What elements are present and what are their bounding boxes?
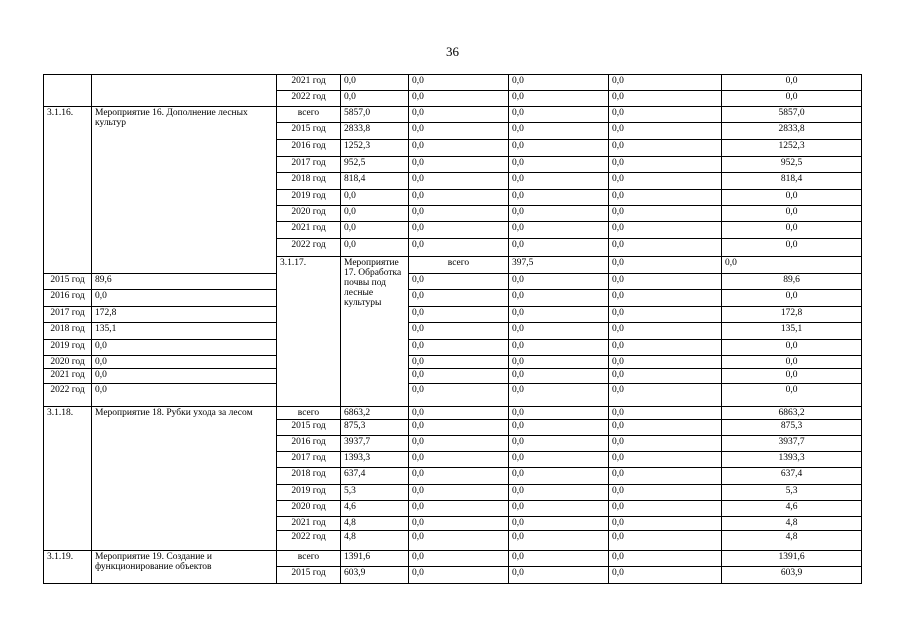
value-cell: 0,0 xyxy=(509,369,609,384)
year-cell: 2022 год xyxy=(277,91,341,107)
measure-name: Мероприятие 17. Обработка почвы под лесные культуры xyxy=(341,257,409,407)
value-total-cell: 0,0 xyxy=(341,190,409,206)
value-total-cell: 0,0 xyxy=(341,91,409,107)
value-total-cell: 135,1 xyxy=(92,323,277,340)
table-row xyxy=(44,75,862,91)
value-total-cell: 0,0 xyxy=(341,239,409,257)
measure-number: 3.1.19. xyxy=(44,551,92,584)
value-cell: 0,0 xyxy=(409,323,509,340)
value-cell: 0,0 xyxy=(409,485,509,501)
value-cell: 0,0 xyxy=(409,307,509,323)
value-cell: 0,0 xyxy=(409,290,509,307)
value-total-cell: 0,0 xyxy=(92,340,277,356)
table-row xyxy=(44,107,862,123)
value-cell: 0,0 xyxy=(509,157,609,173)
value-extra-cell: 0,0 xyxy=(722,91,862,107)
value-extra-cell: 952,5 xyxy=(722,157,862,173)
year-cell: 2021 год xyxy=(277,75,341,91)
value-extra-cell: 0,0 xyxy=(722,222,862,239)
value-extra-cell: 818,4 xyxy=(722,173,862,190)
value-cell: 0,0 xyxy=(609,307,722,323)
value-extra-cell: 1393,3 xyxy=(722,452,862,468)
value-extra-cell: 3937,7 xyxy=(722,436,862,452)
value-cell: 0,0 xyxy=(609,531,722,551)
value-total-cell: 0,0 xyxy=(92,290,277,307)
year-cell: 2020 год xyxy=(44,356,92,369)
value-cell: 0,0 xyxy=(509,323,609,340)
value-cell: 0,0 xyxy=(609,452,722,468)
value-cell: 0,0 xyxy=(409,356,509,369)
value-cell: 0,0 xyxy=(509,485,609,501)
value-cell: 0,0 xyxy=(409,75,509,91)
value-cell: 0,0 xyxy=(509,468,609,485)
year-cell: 2019 год xyxy=(44,340,92,356)
measure-name: Мероприятие 18. Рубки ухода за лесом xyxy=(92,407,277,551)
value-cell: 0,0 xyxy=(509,436,609,452)
value-cell: 0,0 xyxy=(509,290,609,307)
year-cell: 2018 год xyxy=(44,323,92,340)
value-extra-cell: 1252,3 xyxy=(722,140,862,157)
value-total-cell: 952,5 xyxy=(341,157,409,173)
value-cell: 0,0 xyxy=(509,173,609,190)
value-cell: 0,0 xyxy=(609,436,722,452)
value-cell: 0,0 xyxy=(609,384,722,407)
year-cell: 2019 год xyxy=(277,485,341,501)
table-row xyxy=(44,290,862,307)
year-cell: 2016 год xyxy=(277,436,341,452)
table-row xyxy=(44,407,862,420)
page-number: 36 xyxy=(446,44,459,59)
value-cell: 0,0 xyxy=(609,239,722,257)
value-cell: 0,0 xyxy=(509,307,609,323)
year-cell: всего xyxy=(277,407,341,420)
value-cell: 0,0 xyxy=(609,274,722,290)
value-cell: 0,0 xyxy=(609,517,722,531)
value-total-cell: 5857,0 xyxy=(341,107,409,123)
value-total-cell: 172,8 xyxy=(92,307,277,323)
value-cell: 0,0 xyxy=(609,123,722,140)
table-row xyxy=(44,384,862,407)
value-cell: 0,0 xyxy=(509,340,609,356)
year-cell: 2015 год xyxy=(44,274,92,290)
value-cell: 0,0 xyxy=(509,452,609,468)
measure-number xyxy=(44,75,92,107)
value-total-cell: 397,5 xyxy=(509,257,609,274)
value-cell: 0,0 xyxy=(609,567,722,584)
value-cell: 0,0 xyxy=(409,157,509,173)
value-cell: 0,0 xyxy=(609,323,722,340)
value-extra-cell: 0,0 xyxy=(722,190,862,206)
table-row xyxy=(44,356,862,369)
value-extra-cell: 4,8 xyxy=(722,517,862,531)
value-total-cell: 1393,3 xyxy=(341,452,409,468)
value-extra-cell: 0,0 xyxy=(722,356,862,369)
year-cell: 2015 год xyxy=(277,420,341,436)
measure-number: 3.1.16. xyxy=(44,107,92,274)
value-cell: 0,0 xyxy=(409,140,509,157)
value-total-cell: 0,0 xyxy=(92,369,277,384)
value-cell: 0,0 xyxy=(609,222,722,239)
value-total-cell: 4,8 xyxy=(341,531,409,551)
table-row xyxy=(44,307,862,323)
year-cell: 2022 год xyxy=(277,239,341,257)
year-cell: 2020 год xyxy=(277,206,341,222)
value-cell: 0,0 xyxy=(409,501,509,517)
value-total-cell: 6863,2 xyxy=(341,407,409,420)
value-total-cell: 818,4 xyxy=(341,173,409,190)
value-cell: 0,0 xyxy=(609,501,722,517)
value-extra-cell: 0,0 xyxy=(722,384,862,407)
value-cell: 0,0 xyxy=(409,173,509,190)
value-cell: 0,0 xyxy=(409,468,509,485)
value-total-cell: 4,6 xyxy=(341,501,409,517)
value-cell: 0,0 xyxy=(609,91,722,107)
value-extra-cell: 637,4 xyxy=(722,468,862,485)
value-cell: 0,0 xyxy=(609,369,722,384)
value-cell: 0,0 xyxy=(609,485,722,501)
year-cell: 2017 год xyxy=(277,452,341,468)
value-extra-cell: 5,3 xyxy=(722,485,862,501)
value-extra-cell: 0,0 xyxy=(722,75,862,91)
value-total-cell: 0,0 xyxy=(92,384,277,407)
table-row xyxy=(44,274,862,290)
value-cell: 0,0 xyxy=(409,190,509,206)
value-cell: 0,0 xyxy=(509,384,609,407)
value-cell: 0,0 xyxy=(509,517,609,531)
value-extra-cell: 0,0 xyxy=(722,206,862,222)
table-row xyxy=(44,369,862,384)
year-cell: 2021 год xyxy=(277,222,341,239)
value-extra-cell: 0,0 xyxy=(722,369,862,384)
value-extra-cell: 4,6 xyxy=(722,501,862,517)
year-cell: 2016 год xyxy=(44,290,92,307)
value-cell: 0,0 xyxy=(409,239,509,257)
value-cell: 0,0 xyxy=(409,91,509,107)
value-extra-cell: 875,3 xyxy=(722,420,862,436)
value-total-cell: 875,3 xyxy=(341,420,409,436)
measure-name: Мероприятие 19. Создание и функционирование объектов xyxy=(92,551,277,584)
value-cell: 0,0 xyxy=(409,531,509,551)
value-extra-cell: 603,9 xyxy=(722,567,862,584)
value-cell: 0,0 xyxy=(609,206,722,222)
value-cell: 0,0 xyxy=(409,517,509,531)
table-row xyxy=(44,340,862,356)
value-cell: 0,0 xyxy=(509,274,609,290)
value-total-cell: 637,4 xyxy=(341,468,409,485)
value-cell: 0,0 xyxy=(509,206,609,222)
year-cell: 2018 год xyxy=(277,173,341,190)
year-cell: всего xyxy=(409,257,509,274)
measure-number: 3.1.17. xyxy=(277,257,341,407)
year-cell: 2021 год xyxy=(44,369,92,384)
year-cell: 2020 год xyxy=(277,501,341,517)
value-cell: 0,0 xyxy=(509,91,609,107)
measure-number: 3.1.18. xyxy=(44,407,92,551)
value-extra-cell: 135,1 xyxy=(722,323,862,340)
year-cell: 2022 год xyxy=(277,531,341,551)
table-row xyxy=(44,551,862,567)
value-extra-cell: 0,0 xyxy=(722,340,862,356)
year-cell: 2016 год xyxy=(277,140,341,157)
measure-name xyxy=(92,75,277,107)
value-cell: 0,0 xyxy=(722,257,862,274)
value-total-cell: 1391,6 xyxy=(341,551,409,567)
year-cell: 2015 год xyxy=(277,123,341,140)
year-cell: 2021 год xyxy=(277,517,341,531)
value-cell: 0,0 xyxy=(409,222,509,239)
value-total-cell: 4,8 xyxy=(341,517,409,531)
value-cell: 0,0 xyxy=(609,257,722,274)
budget-table xyxy=(43,74,862,584)
value-cell: 0,0 xyxy=(409,420,509,436)
value-total-cell: 1252,3 xyxy=(341,140,409,157)
value-cell: 0,0 xyxy=(509,420,609,436)
value-cell: 0,0 xyxy=(609,340,722,356)
year-cell: всего xyxy=(277,107,341,123)
table-row xyxy=(44,323,862,340)
value-cell: 0,0 xyxy=(509,140,609,157)
value-cell: 0,0 xyxy=(409,206,509,222)
value-total-cell: 89,6 xyxy=(92,274,277,290)
value-cell: 0,0 xyxy=(609,173,722,190)
value-cell: 0,0 xyxy=(509,356,609,369)
value-cell: 0,0 xyxy=(409,107,509,123)
value-cell: 0,0 xyxy=(509,123,609,140)
year-cell: 2015 год xyxy=(277,567,341,584)
value-cell: 0,0 xyxy=(609,140,722,157)
value-cell: 0,0 xyxy=(609,107,722,123)
value-cell: 0,0 xyxy=(509,501,609,517)
value-cell: 0,0 xyxy=(509,190,609,206)
value-cell: 0,0 xyxy=(609,551,722,567)
value-total-cell: 0,0 xyxy=(341,222,409,239)
year-cell: 2019 год xyxy=(277,190,341,206)
measure-name: Мероприятие 16. Дополнение лесных культур xyxy=(92,107,277,274)
value-cell: 0,0 xyxy=(509,222,609,239)
value-extra-cell: 4,8 xyxy=(722,531,862,551)
value-cell: 0,0 xyxy=(409,123,509,140)
value-cell: 0,0 xyxy=(409,340,509,356)
value-extra-cell: 0,0 xyxy=(722,239,862,257)
value-total-cell: 0,0 xyxy=(341,75,409,91)
value-cell: 0,0 xyxy=(509,239,609,257)
value-cell: 0,0 xyxy=(609,468,722,485)
table-body xyxy=(44,75,862,584)
value-extra-cell: 0,0 xyxy=(722,290,862,307)
value-cell: 0,0 xyxy=(509,531,609,551)
value-total-cell: 2833,8 xyxy=(341,123,409,140)
year-cell: всего xyxy=(277,551,341,567)
value-cell: 0,0 xyxy=(609,190,722,206)
value-cell: 0,0 xyxy=(609,356,722,369)
value-cell: 0,0 xyxy=(509,567,609,584)
value-cell: 0,0 xyxy=(409,407,509,420)
value-cell: 0,0 xyxy=(509,75,609,91)
year-cell: 2017 год xyxy=(44,307,92,323)
year-cell: 2017 год xyxy=(277,157,341,173)
value-total-cell: 0,0 xyxy=(92,356,277,369)
value-extra-cell: 89,6 xyxy=(722,274,862,290)
value-cell: 0,0 xyxy=(409,369,509,384)
value-cell: 0,0 xyxy=(509,407,609,420)
value-extra-cell: 5857,0 xyxy=(722,107,862,123)
value-cell: 0,0 xyxy=(409,436,509,452)
value-cell: 0,0 xyxy=(609,420,722,436)
value-extra-cell: 2833,8 xyxy=(722,123,862,140)
value-cell: 0,0 xyxy=(409,567,509,584)
value-extra-cell: 6863,2 xyxy=(722,407,862,420)
value-total-cell: 3937,7 xyxy=(341,436,409,452)
value-extra-cell: 1391,6 xyxy=(722,551,862,567)
value-extra-cell: 172,8 xyxy=(722,307,862,323)
value-cell: 0,0 xyxy=(409,384,509,407)
value-total-cell: 5,3 xyxy=(341,485,409,501)
year-cell: 2022 год xyxy=(44,384,92,407)
value-cell: 0,0 xyxy=(409,274,509,290)
value-total-cell: 0,0 xyxy=(341,206,409,222)
value-cell: 0,0 xyxy=(509,107,609,123)
value-cell: 0,0 xyxy=(609,290,722,307)
value-cell: 0,0 xyxy=(509,551,609,567)
value-cell: 0,0 xyxy=(409,551,509,567)
year-cell: 2018 год xyxy=(277,468,341,485)
value-cell: 0,0 xyxy=(609,75,722,91)
value-cell: 0,0 xyxy=(409,452,509,468)
value-cell: 0,0 xyxy=(609,407,722,420)
value-cell: 0,0 xyxy=(609,157,722,173)
value-total-cell: 603,9 xyxy=(341,567,409,584)
